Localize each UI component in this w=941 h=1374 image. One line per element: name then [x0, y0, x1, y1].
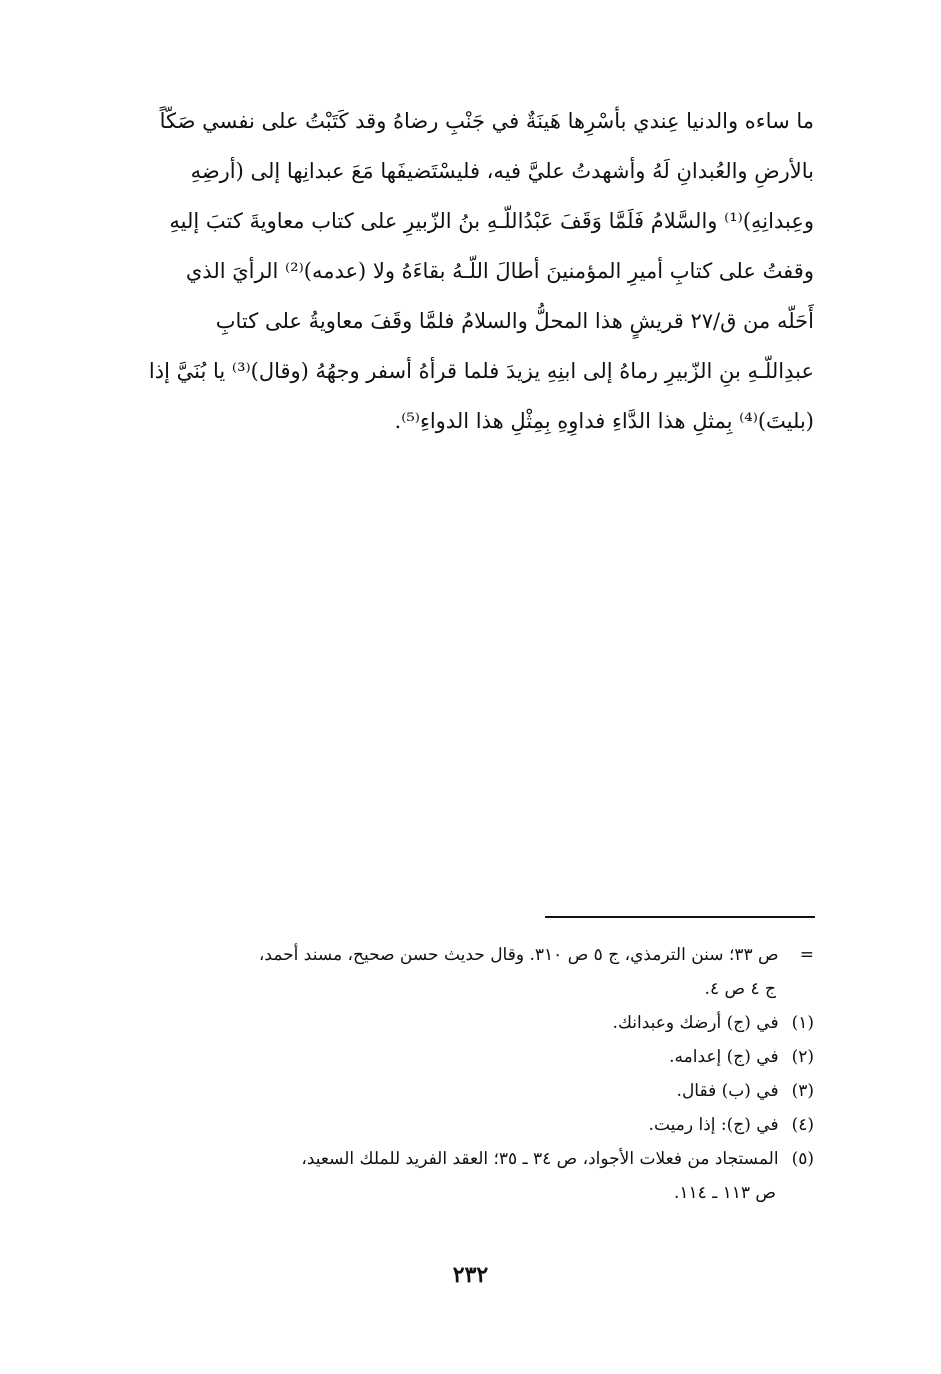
text-line: بالأرضِ والعُبدانِ لَهُ وأشهدتُ عليَّ فيه، فليسْتَضيفَها مَعَ عبدانِها إلى (أرضِهِ: [190, 159, 814, 183]
footnote-marker: =: [799, 945, 814, 965]
text-line: ما ساءه والدنيا عِندي بأسْرِها هَينَةٌ في جَنْبِ رضاهُ وقد كَتَبْتُ على نفسي صَكّاً: [159, 109, 814, 133]
footnote-3: [120, 1074, 814, 1108]
footnote-text: في (ج): إذا رميت.: [648, 1115, 779, 1135]
footnote-marker: (٥): [791, 1149, 814, 1169]
footnote-text: في (ج) إعدامه.: [669, 1047, 779, 1067]
footnotes-block: [120, 938, 814, 1210]
footnote-text: في (ب) فقال.: [676, 1081, 779, 1101]
footnote-marker: (١): [791, 1013, 814, 1033]
text-line: أَحَلّه من ق/٢٧ قريشٍ هذا المحلُّ والسلامُ فلمَّا وقَفَ معاويةُ على كتابِ: [215, 309, 814, 333]
footnote-marker: (٤): [791, 1115, 814, 1135]
text-line: وعِبدانِهِ)⁽¹⁾ والسَّلامُ فَلَمَّا وَقَفَ عَبْدُاللّـهِ بنُ الزّبيرِ على كتاب معاويةَ كتبَ إليهِ: [169, 209, 814, 233]
text-line: (بليتَ)⁽⁴⁾ بِمثلِ هذا الدَّاءِ فداوِهِ بِمِثْلِ هذا الدواءِ⁽⁵⁾.: [394, 409, 814, 433]
text-line: وقفتُ على كتابِ أميرِ المؤمنينَ أطالَ اللّـهُ بقاءَهُ ولا (عدمه)⁽²⁾ الرأيَ الذي: [185, 259, 814, 283]
footnote-2: [120, 1040, 814, 1074]
footnote-marker: (٣): [791, 1081, 814, 1101]
main-text-block: [120, 96, 814, 446]
footnote-1: [120, 1006, 814, 1040]
footnote-separator: [545, 916, 815, 918]
footnote-text: ص ٣٣؛ سنن الترمذي، ج ٥ ص ٣١٠. وقال حديث حسن صحيح، مسند أحمد،: [258, 945, 779, 965]
page-number: ٢٣٢: [452, 1262, 489, 1288]
footnote-4: [120, 1108, 814, 1142]
footnote-text: المستجاد من فعلات الأجواد، ص ٣٤ ـ ٣٥؛ العقد الفريد للملك السعيد،: [301, 1149, 779, 1169]
footnote-text: ص ١١٣ ـ ١١٤.: [674, 1183, 776, 1203]
footnote-text: في (ج) أرضك وعبدانك.: [612, 1013, 779, 1033]
footnote-continuation: [120, 938, 814, 972]
footnote-5: [120, 1142, 814, 1176]
footnote-marker: (٢): [791, 1047, 814, 1067]
footnote-text: ج ٤ ص ٤.: [704, 979, 776, 999]
text-line: عبدِاللّـهِ بنِ الزّبيرِ رماهُ إلى ابنِهِ يزيدَ فلما قرأهُ أسفر وجهُهُ (وقال)⁽³⁾ يا بُنَيَّ إذا: [148, 359, 814, 383]
